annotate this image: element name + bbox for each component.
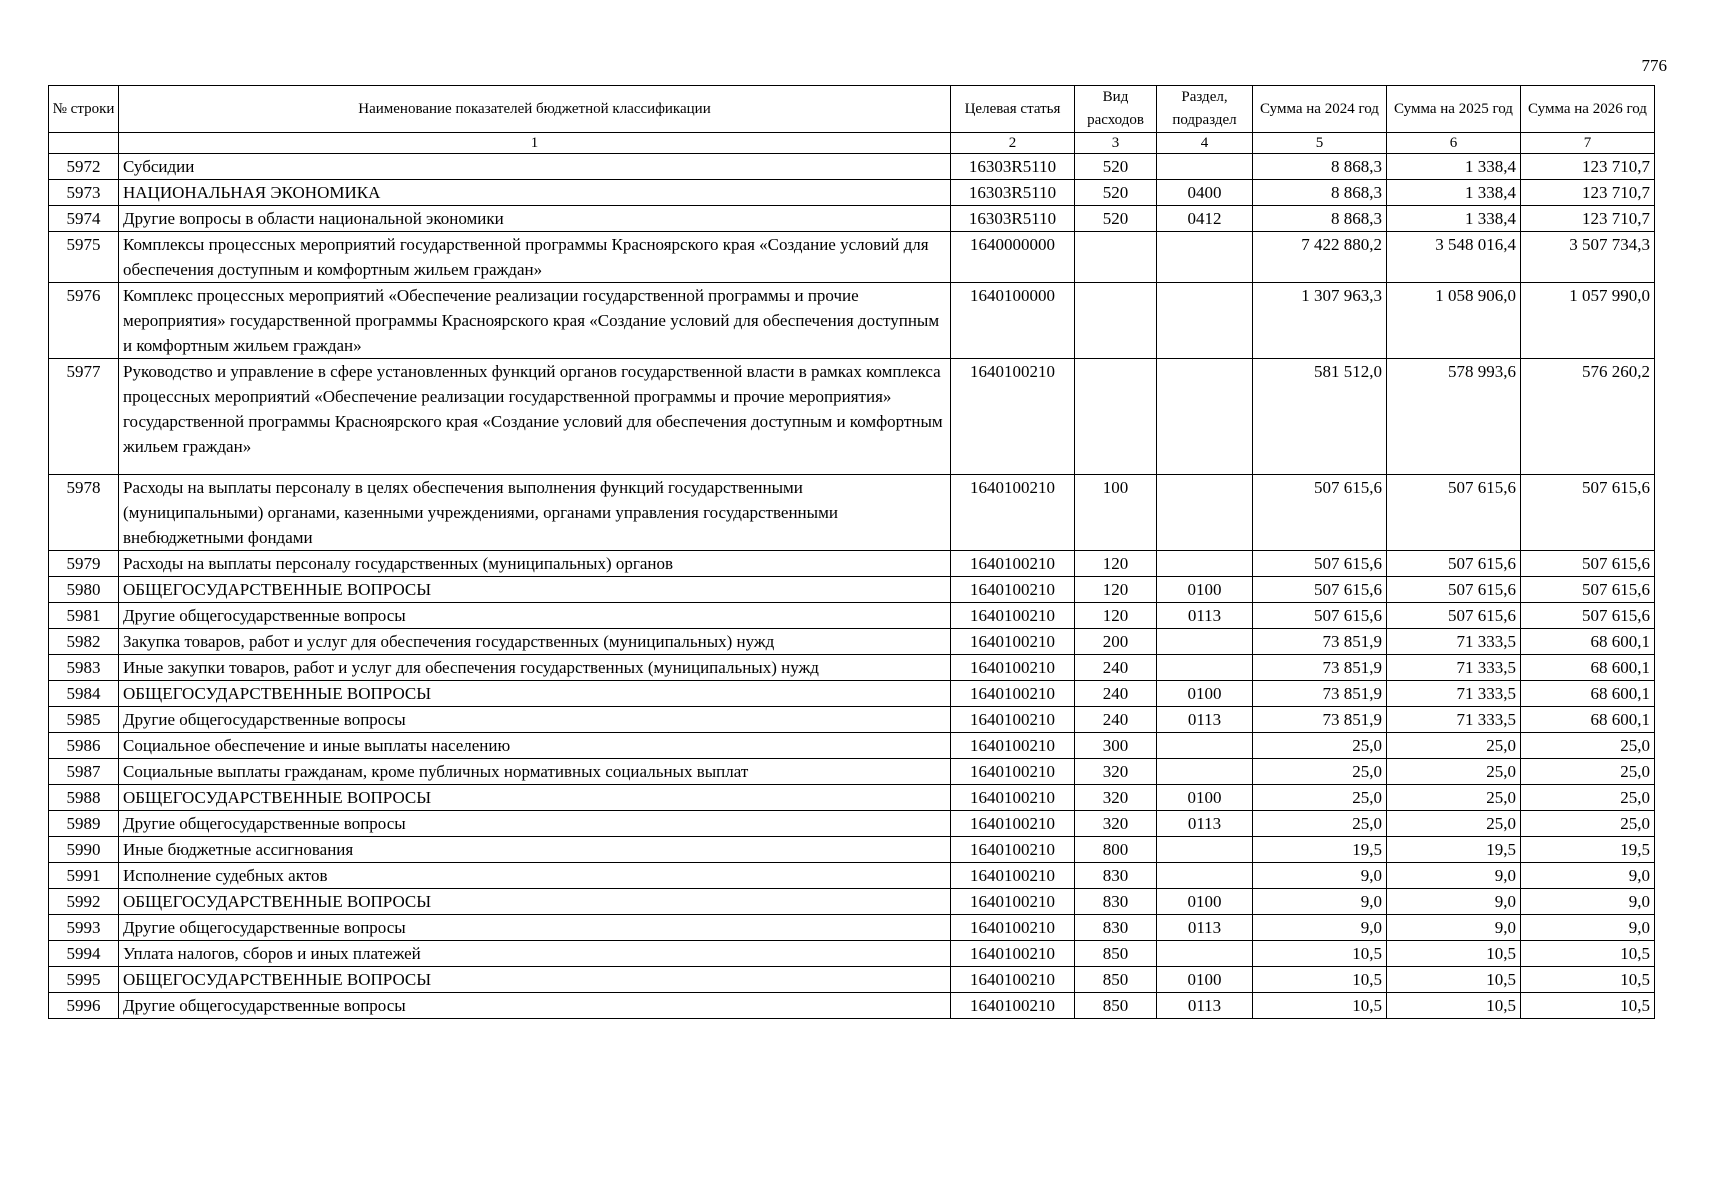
header-name: Наименование показателей бюджетной классификации xyxy=(119,86,951,133)
row-number: 5995 xyxy=(49,967,119,993)
sum-2024: 507 615,6 xyxy=(1253,603,1387,629)
column-number: 6 xyxy=(1387,133,1521,154)
sum-2024: 73 851,9 xyxy=(1253,629,1387,655)
indicator-name: Субсидии xyxy=(119,154,951,180)
table-row xyxy=(49,577,1655,603)
sum-2025: 507 615,6 xyxy=(1387,475,1521,551)
sum-2024: 581 512,0 xyxy=(1253,359,1387,475)
sum-2024: 19,5 xyxy=(1253,837,1387,863)
sum-2024: 7 422 880,2 xyxy=(1253,232,1387,283)
indicator-name: Другие общегосударственные вопросы xyxy=(119,915,951,941)
sum-2025: 578 993,6 xyxy=(1387,359,1521,475)
sum-2024: 8 868,3 xyxy=(1253,206,1387,232)
row-number: 5978 xyxy=(49,475,119,551)
sum-2024: 10,5 xyxy=(1253,941,1387,967)
sum-2026: 507 615,6 xyxy=(1521,551,1655,577)
expense-type: 120 xyxy=(1075,577,1157,603)
sum-2025: 71 333,5 xyxy=(1387,629,1521,655)
table-row xyxy=(49,707,1655,733)
indicator-name: Комплекс процессных мероприятий «Обеспечение реализации государственной программы и прочие мероприятия» государственной программы Красноярского края «Создание условий для обеспечения доступным и комфортным жильем граждан» xyxy=(119,283,951,359)
sum-2025: 71 333,5 xyxy=(1387,681,1521,707)
sum-2026: 507 615,6 xyxy=(1521,603,1655,629)
expense-type: 320 xyxy=(1075,759,1157,785)
sum-2026: 1 057 990,0 xyxy=(1521,283,1655,359)
header-sum-2026: Сумма на 2026 год xyxy=(1521,86,1655,133)
sum-2024: 25,0 xyxy=(1253,811,1387,837)
header-sum-2025: Сумма на 2025 год xyxy=(1387,86,1521,133)
indicator-name: Другие общегосударственные вопросы xyxy=(119,993,951,1019)
table-row xyxy=(49,941,1655,967)
section-code: 0100 xyxy=(1157,577,1253,603)
sum-2024: 8 868,3 xyxy=(1253,154,1387,180)
sum-2026: 507 615,6 xyxy=(1521,475,1655,551)
sum-2025: 10,5 xyxy=(1387,967,1521,993)
row-number: 5976 xyxy=(49,283,119,359)
table-row xyxy=(49,551,1655,577)
expense-type: 830 xyxy=(1075,915,1157,941)
target-article: 16303R5110 xyxy=(951,206,1075,232)
sum-2024: 10,5 xyxy=(1253,967,1387,993)
table-row xyxy=(49,811,1655,837)
row-number: 5991 xyxy=(49,863,119,889)
indicator-name: Расходы на выплаты персоналу государственных (муниципальных) органов xyxy=(119,551,951,577)
expense-type: 850 xyxy=(1075,993,1157,1019)
row-number: 5975 xyxy=(49,232,119,283)
column-number: 3 xyxy=(1075,133,1157,154)
indicator-name: НАЦИОНАЛЬНАЯ ЭКОНОМИКА xyxy=(119,180,951,206)
target-article: 1640100210 xyxy=(951,707,1075,733)
page-number: 776 xyxy=(1641,56,1667,75)
header-target: Целевая статья xyxy=(951,86,1075,133)
target-article: 1640100210 xyxy=(951,603,1075,629)
target-article: 1640100210 xyxy=(951,993,1075,1019)
table-row xyxy=(49,475,1655,551)
section-code: 0412 xyxy=(1157,206,1253,232)
row-number: 5973 xyxy=(49,180,119,206)
row-number: 5994 xyxy=(49,941,119,967)
sum-2025: 19,5 xyxy=(1387,837,1521,863)
sum-2026: 10,5 xyxy=(1521,967,1655,993)
expense-type: 520 xyxy=(1075,154,1157,180)
sum-2024: 9,0 xyxy=(1253,889,1387,915)
target-article: 1640100210 xyxy=(951,941,1075,967)
section-code xyxy=(1157,359,1253,475)
indicator-name: Другие общегосударственные вопросы xyxy=(119,811,951,837)
table-row xyxy=(49,154,1655,180)
sum-2025: 25,0 xyxy=(1387,733,1521,759)
indicator-name: Другие общегосударственные вопросы xyxy=(119,603,951,629)
row-number: 5987 xyxy=(49,759,119,785)
budget-table xyxy=(48,85,1655,1019)
section-code xyxy=(1157,941,1253,967)
expense-type xyxy=(1075,232,1157,283)
sum-2024: 1 307 963,3 xyxy=(1253,283,1387,359)
sum-2024: 9,0 xyxy=(1253,915,1387,941)
indicator-name: Расходы на выплаты персоналу в целях обеспечения выполнения функций государственными (муниципальными) органами, казенными учреждениями, органами управления государственными внебюджетными фондами xyxy=(119,475,951,551)
expense-type: 200 xyxy=(1075,629,1157,655)
section-code: 0100 xyxy=(1157,785,1253,811)
indicator-name: Руководство и управление в сфере установленных функций органов государственной власти в рамках комплекса процессных мероприятий «Обеспечение реализации государственной программы и прочие мероприятия» государственной программы Красноярского края «Создание условий для обеспечения доступным и комфортным жильем граждан» xyxy=(119,359,951,475)
column-number: 2 xyxy=(951,133,1075,154)
target-article: 1640100210 xyxy=(951,915,1075,941)
sum-2024: 507 615,6 xyxy=(1253,577,1387,603)
sum-2025: 9,0 xyxy=(1387,915,1521,941)
section-code: 0113 xyxy=(1157,707,1253,733)
table-row xyxy=(49,993,1655,1019)
target-article: 1640100210 xyxy=(951,889,1075,915)
indicator-name: Исполнение судебных актов xyxy=(119,863,951,889)
expense-type: 520 xyxy=(1075,180,1157,206)
sum-2025: 1 338,4 xyxy=(1387,206,1521,232)
row-number: 5977 xyxy=(49,359,119,475)
sum-2026: 68 600,1 xyxy=(1521,707,1655,733)
sum-2025: 10,5 xyxy=(1387,993,1521,1019)
sum-2026: 25,0 xyxy=(1521,811,1655,837)
table-body xyxy=(49,154,1655,1019)
sum-2026: 123 710,7 xyxy=(1521,180,1655,206)
expense-type: 850 xyxy=(1075,941,1157,967)
sum-2024: 73 851,9 xyxy=(1253,655,1387,681)
sum-2025: 9,0 xyxy=(1387,889,1521,915)
section-code: 0100 xyxy=(1157,681,1253,707)
target-article: 1640100210 xyxy=(951,785,1075,811)
section-code xyxy=(1157,232,1253,283)
indicator-name: Социальное обеспечение и иные выплаты населению xyxy=(119,733,951,759)
table-row xyxy=(49,603,1655,629)
sum-2026: 19,5 xyxy=(1521,837,1655,863)
section-code: 0113 xyxy=(1157,993,1253,1019)
sum-2026: 25,0 xyxy=(1521,785,1655,811)
sum-2025: 507 615,6 xyxy=(1387,603,1521,629)
row-number: 5981 xyxy=(49,603,119,629)
sum-2024: 25,0 xyxy=(1253,785,1387,811)
table-row xyxy=(49,206,1655,232)
row-number: 5983 xyxy=(49,655,119,681)
indicator-name: Иные бюджетные ассигнования xyxy=(119,837,951,863)
sum-2024: 507 615,6 xyxy=(1253,475,1387,551)
sum-2025: 71 333,5 xyxy=(1387,655,1521,681)
sum-2026: 123 710,7 xyxy=(1521,206,1655,232)
row-number: 5996 xyxy=(49,993,119,1019)
sum-2025: 3 548 016,4 xyxy=(1387,232,1521,283)
target-article: 1640100210 xyxy=(951,863,1075,889)
target-article: 1640100210 xyxy=(951,629,1075,655)
table-row xyxy=(49,655,1655,681)
column-number: 4 xyxy=(1157,133,1253,154)
sum-2025: 1 058 906,0 xyxy=(1387,283,1521,359)
expense-type xyxy=(1075,283,1157,359)
sum-2024: 25,0 xyxy=(1253,759,1387,785)
sum-2025: 1 338,4 xyxy=(1387,180,1521,206)
section-code xyxy=(1157,655,1253,681)
table-row xyxy=(49,863,1655,889)
indicator-name: Другие вопросы в области национальной экономики xyxy=(119,206,951,232)
expense-type: 240 xyxy=(1075,707,1157,733)
sum-2026: 123 710,7 xyxy=(1521,154,1655,180)
expense-type: 120 xyxy=(1075,551,1157,577)
section-code: 0100 xyxy=(1157,967,1253,993)
target-article: 1640000000 xyxy=(951,232,1075,283)
sum-2024: 73 851,9 xyxy=(1253,681,1387,707)
section-code: 0100 xyxy=(1157,889,1253,915)
sum-2025: 9,0 xyxy=(1387,863,1521,889)
section-code xyxy=(1157,759,1253,785)
section-code: 0113 xyxy=(1157,915,1253,941)
indicator-name: ОБЩЕГОСУДАРСТВЕННЫЕ ВОПРОСЫ xyxy=(119,681,951,707)
sum-2024: 8 868,3 xyxy=(1253,180,1387,206)
expense-type: 100 xyxy=(1075,475,1157,551)
table-row xyxy=(49,837,1655,863)
sum-2025: 25,0 xyxy=(1387,811,1521,837)
target-article: 1640100210 xyxy=(951,733,1075,759)
section-code xyxy=(1157,283,1253,359)
sum-2024: 507 615,6 xyxy=(1253,551,1387,577)
table-row xyxy=(49,785,1655,811)
indicator-name: Комплексы процессных мероприятий государственной программы Красноярского края «Создание условий для обеспечения доступным и комфортным жильем граждан» xyxy=(119,232,951,283)
indicator-name: Другие общегосударственные вопросы xyxy=(119,707,951,733)
row-number: 5980 xyxy=(49,577,119,603)
target-article: 1640100210 xyxy=(951,681,1075,707)
sum-2026: 10,5 xyxy=(1521,993,1655,1019)
table-row xyxy=(49,967,1655,993)
table-row xyxy=(49,733,1655,759)
target-article: 1640100210 xyxy=(951,759,1075,785)
expense-type: 830 xyxy=(1075,863,1157,889)
row-number: 5992 xyxy=(49,889,119,915)
section-code xyxy=(1157,733,1253,759)
table-row xyxy=(49,629,1655,655)
row-number: 5990 xyxy=(49,837,119,863)
indicator-name: Закупка товаров, работ и услуг для обеспечения государственных (муниципальных) нужд xyxy=(119,629,951,655)
header-sum-2024: Сумма на 2024 год xyxy=(1253,86,1387,133)
section-code xyxy=(1157,551,1253,577)
sum-2025: 507 615,6 xyxy=(1387,577,1521,603)
header-row-no: № строки xyxy=(49,86,119,133)
target-article: 1640100210 xyxy=(951,837,1075,863)
indicator-name: ОБЩЕГОСУДАРСТВЕННЫЕ ВОПРОСЫ xyxy=(119,889,951,915)
row-number: 5972 xyxy=(49,154,119,180)
indicator-name: ОБЩЕГОСУДАРСТВЕННЫЕ ВОПРОСЫ xyxy=(119,577,951,603)
sum-2025: 10,5 xyxy=(1387,941,1521,967)
target-article: 16303R5110 xyxy=(951,180,1075,206)
sum-2026: 9,0 xyxy=(1521,889,1655,915)
target-article: 1640100210 xyxy=(951,577,1075,603)
target-article: 1640100000 xyxy=(951,283,1075,359)
expense-type: 120 xyxy=(1075,603,1157,629)
sum-2024: 73 851,9 xyxy=(1253,707,1387,733)
section-code xyxy=(1157,837,1253,863)
expense-type: 320 xyxy=(1075,785,1157,811)
target-article: 1640100210 xyxy=(951,811,1075,837)
row-number: 5986 xyxy=(49,733,119,759)
section-code xyxy=(1157,475,1253,551)
target-article: 1640100210 xyxy=(951,475,1075,551)
row-number: 5979 xyxy=(49,551,119,577)
sum-2026: 576 260,2 xyxy=(1521,359,1655,475)
expense-type: 320 xyxy=(1075,811,1157,837)
row-number: 5989 xyxy=(49,811,119,837)
section-code xyxy=(1157,154,1253,180)
section-code xyxy=(1157,863,1253,889)
sum-2026: 68 600,1 xyxy=(1521,681,1655,707)
sum-2025: 507 615,6 xyxy=(1387,551,1521,577)
indicator-name: Уплата налогов, сборов и иных платежей xyxy=(119,941,951,967)
sum-2026: 25,0 xyxy=(1521,759,1655,785)
column-number-row xyxy=(49,133,1655,154)
row-number: 5984 xyxy=(49,681,119,707)
sum-2026: 25,0 xyxy=(1521,733,1655,759)
row-number: 5988 xyxy=(49,785,119,811)
table-row xyxy=(49,915,1655,941)
target-article: 1640100210 xyxy=(951,359,1075,475)
sum-2024: 25,0 xyxy=(1253,733,1387,759)
column-number: 1 xyxy=(119,133,951,154)
target-article: 16303R5110 xyxy=(951,154,1075,180)
header-section: Раздел, подраздел xyxy=(1157,86,1253,133)
sum-2026: 68 600,1 xyxy=(1521,655,1655,681)
table-row xyxy=(49,180,1655,206)
sum-2025: 25,0 xyxy=(1387,759,1521,785)
expense-type xyxy=(1075,359,1157,475)
indicator-name: Социальные выплаты гражданам, кроме публичных нормативных социальных выплат xyxy=(119,759,951,785)
column-number: 7 xyxy=(1521,133,1655,154)
expense-type: 850 xyxy=(1075,967,1157,993)
header-type: Вид расходов xyxy=(1075,86,1157,133)
indicator-name: ОБЩЕГОСУДАРСТВЕННЫЕ ВОПРОСЫ xyxy=(119,785,951,811)
section-code: 0113 xyxy=(1157,811,1253,837)
expense-type: 240 xyxy=(1075,681,1157,707)
table-row xyxy=(49,283,1655,359)
column-number-blank xyxy=(49,133,119,154)
row-number: 5985 xyxy=(49,707,119,733)
row-number: 5982 xyxy=(49,629,119,655)
sum-2025: 25,0 xyxy=(1387,785,1521,811)
section-code: 0400 xyxy=(1157,180,1253,206)
section-code: 0113 xyxy=(1157,603,1253,629)
target-article: 1640100210 xyxy=(951,967,1075,993)
header-row xyxy=(49,86,1655,133)
expense-type: 830 xyxy=(1075,889,1157,915)
sum-2026: 507 615,6 xyxy=(1521,577,1655,603)
sum-2025: 71 333,5 xyxy=(1387,707,1521,733)
sum-2024: 10,5 xyxy=(1253,993,1387,1019)
sum-2025: 1 338,4 xyxy=(1387,154,1521,180)
table-row xyxy=(49,681,1655,707)
sum-2026: 10,5 xyxy=(1521,941,1655,967)
expense-type: 520 xyxy=(1075,206,1157,232)
sum-2026: 9,0 xyxy=(1521,863,1655,889)
sum-2026: 9,0 xyxy=(1521,915,1655,941)
expense-type: 240 xyxy=(1075,655,1157,681)
row-number: 5993 xyxy=(49,915,119,941)
table-row xyxy=(49,232,1655,283)
expense-type: 300 xyxy=(1075,733,1157,759)
table-row xyxy=(49,889,1655,915)
sum-2026: 68 600,1 xyxy=(1521,629,1655,655)
sum-2026: 3 507 734,3 xyxy=(1521,232,1655,283)
indicator-name: Иные закупки товаров, работ и услуг для обеспечения государственных (муниципальных) нужд xyxy=(119,655,951,681)
column-number: 5 xyxy=(1253,133,1387,154)
table-row xyxy=(49,359,1655,475)
target-article: 1640100210 xyxy=(951,551,1075,577)
indicator-name: ОБЩЕГОСУДАРСТВЕННЫЕ ВОПРОСЫ xyxy=(119,967,951,993)
expense-type: 800 xyxy=(1075,837,1157,863)
row-number: 5974 xyxy=(49,206,119,232)
section-code xyxy=(1157,629,1253,655)
sum-2024: 9,0 xyxy=(1253,863,1387,889)
target-article: 1640100210 xyxy=(951,655,1075,681)
table-row xyxy=(49,759,1655,785)
